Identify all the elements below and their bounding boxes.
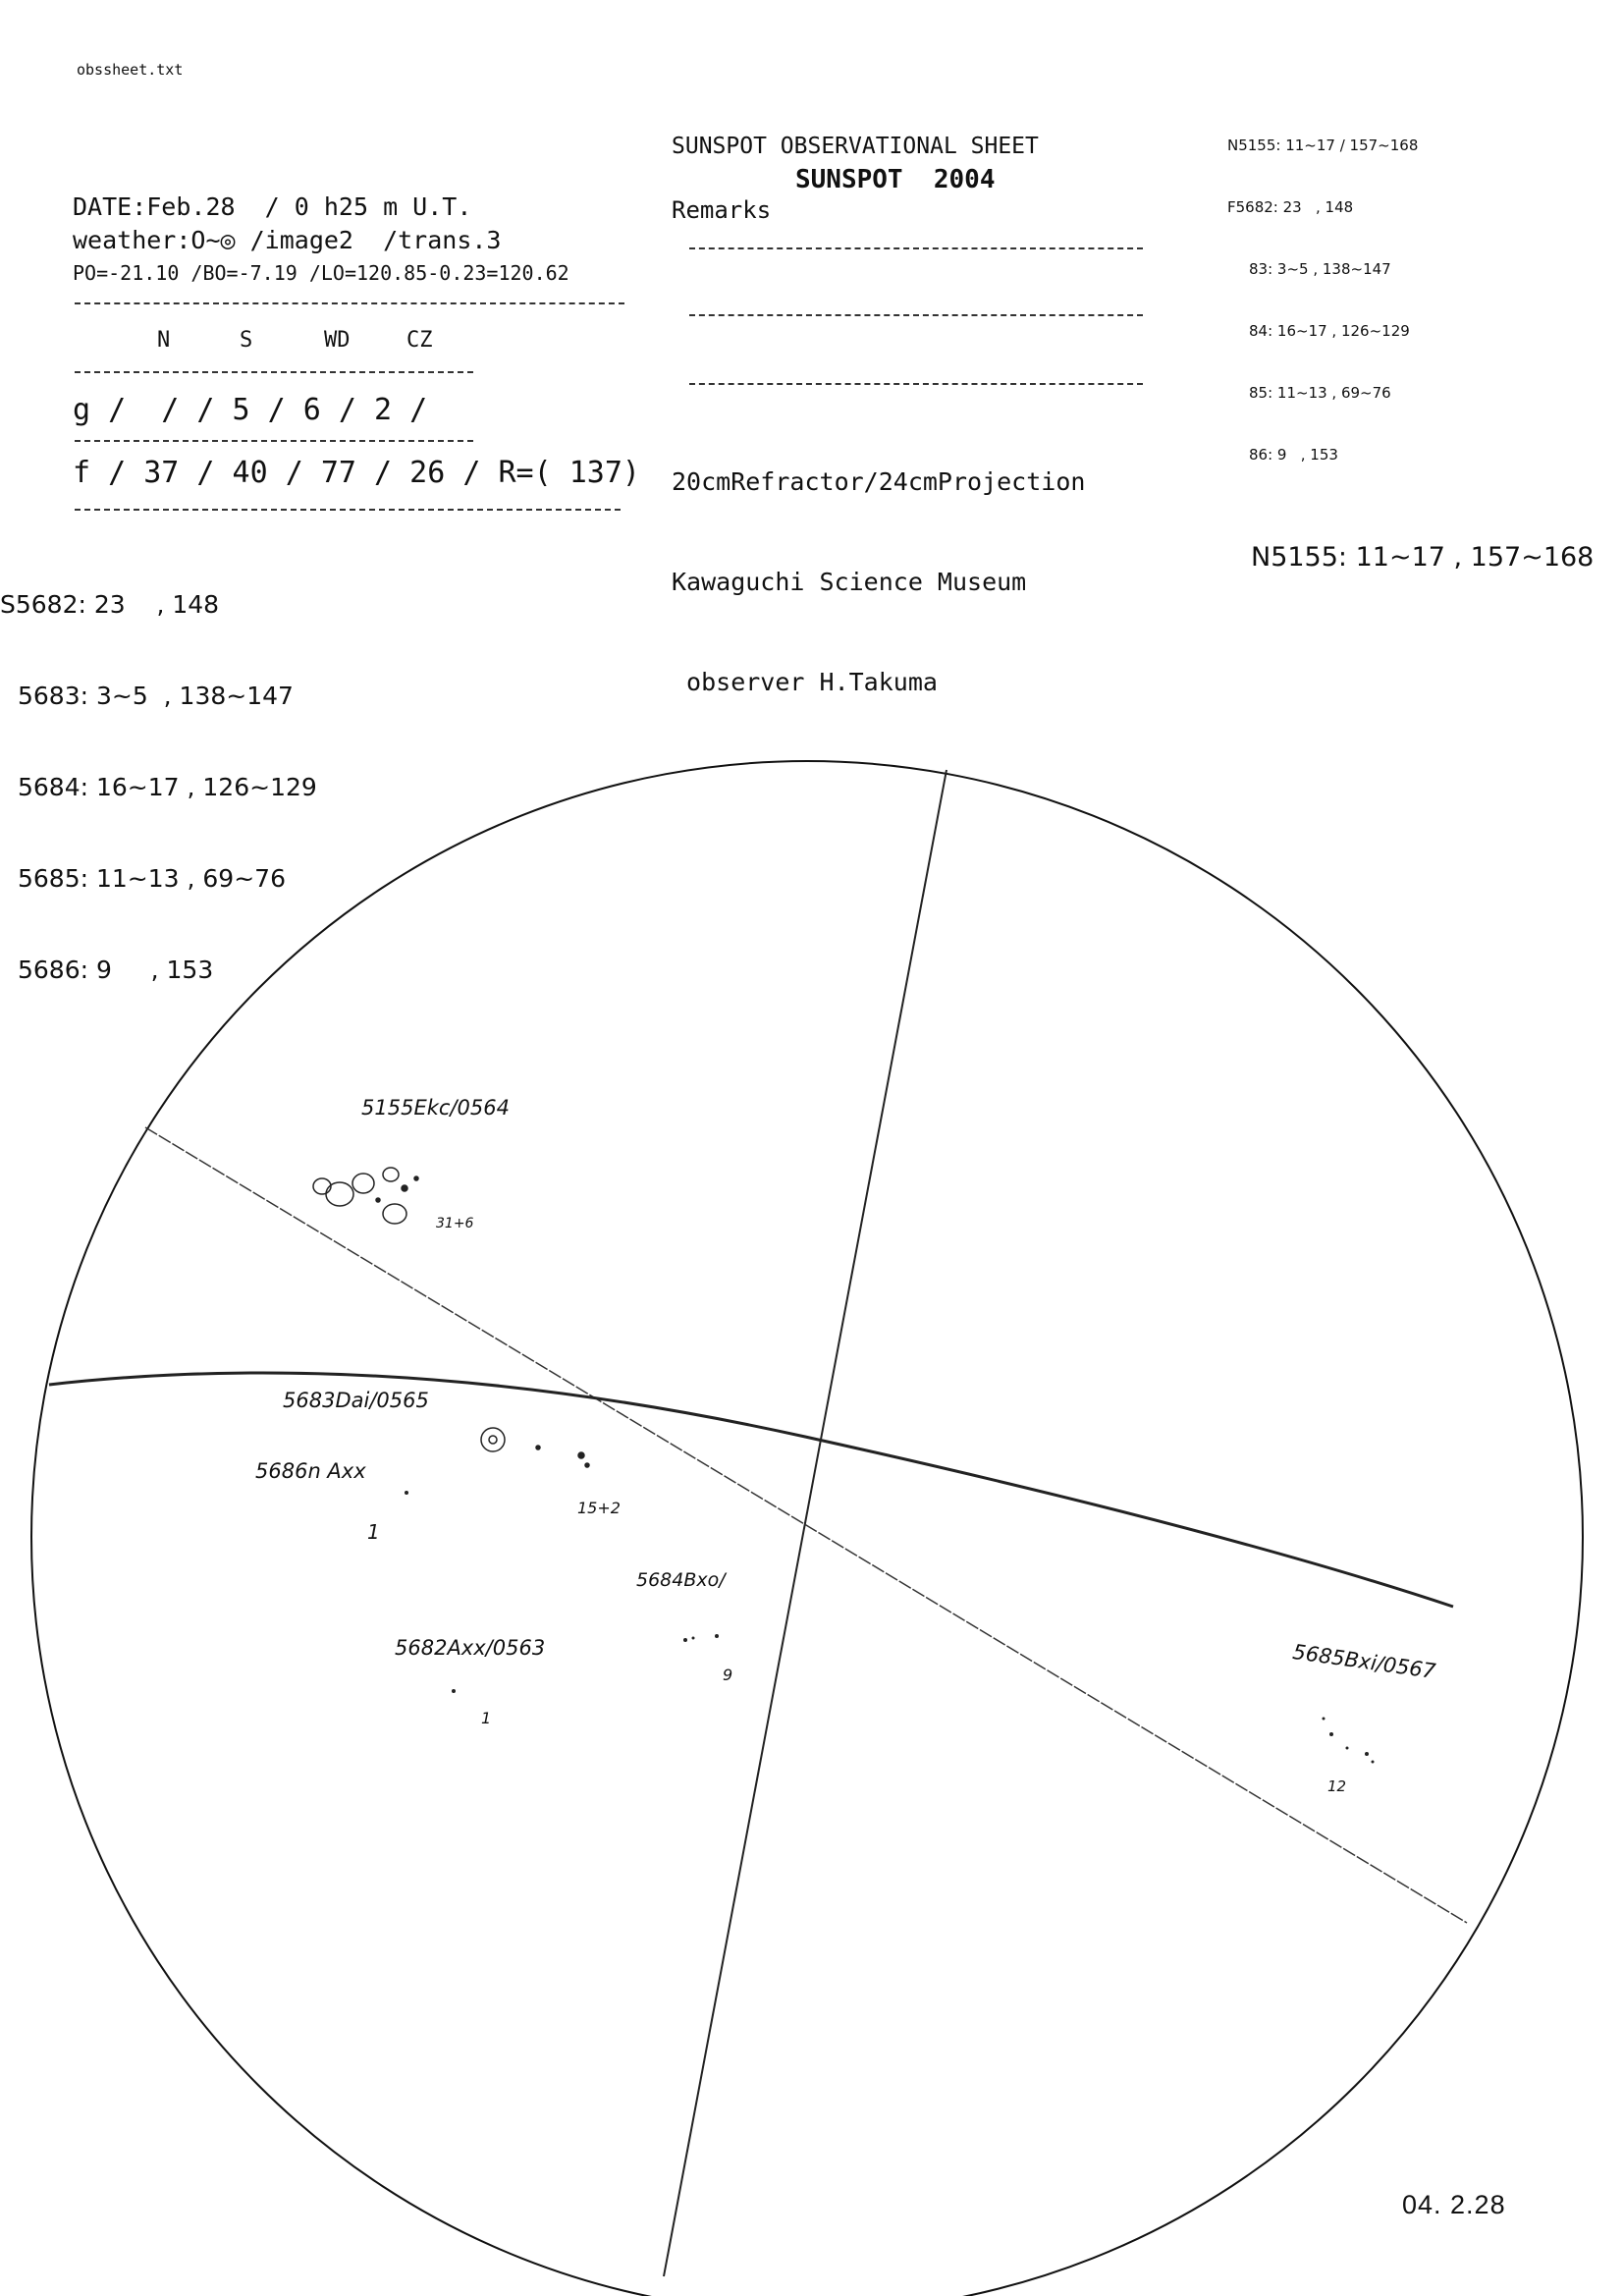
weather-line: weather:O~◎ /image2 /trans.3 (73, 226, 502, 254)
tr-note-86: 86: 9 , 153 (1249, 446, 1338, 464)
tr-note-5155: N5155: 11~17 / 157~168 (1227, 137, 1419, 154)
count-5682: 1 (481, 1709, 492, 1727)
diagonal-reference-line (145, 1127, 1467, 1923)
count-header-wd: WD (324, 328, 351, 353)
left-note-5682: S5682: 23 , 148 (0, 590, 220, 619)
spot-group-5155-icon (313, 1168, 418, 1224)
tr-note-83: 83: 3~5 , 138~147 (1249, 260, 1391, 278)
label-5684: 5684Bxo/ (636, 1569, 726, 1591)
equipment-telescope: 20cmRefractor/24cmProjection (672, 467, 1086, 496)
count-5684: 9 (723, 1666, 733, 1684)
remarks-label: Remarks (672, 196, 772, 224)
file-name: obssheet.txt (77, 61, 184, 79)
label-5686: 5686n Axx (255, 1459, 366, 1483)
count-header-s: S (240, 328, 253, 353)
spot-group-5683-icon (481, 1428, 589, 1467)
count-5683: 15+2 (577, 1499, 621, 1517)
label-5155: 5155Ekc/0564 (361, 1096, 510, 1120)
count-5686: 1 (367, 1520, 380, 1544)
spot-group-5685-icon (1323, 1718, 1375, 1764)
left-note-5685: 5685: 11~13 , 69~76 (18, 864, 286, 893)
date-stamp: 04. 2.28 (1402, 2190, 1506, 2219)
count-5155: 31+6 (436, 1216, 474, 1231)
date-line: DATE:Feb.28 / 0 h25 m U.T. (73, 192, 472, 221)
spot-group-5684-icon (683, 1634, 719, 1642)
right-note-5155: N5155: 11~17 , 157~168 (1251, 542, 1595, 573)
spot-group-5686-icon (405, 1491, 408, 1495)
heliographic-equator-arc (49, 1373, 1453, 1607)
sheet-subtitle: SUNSPOT 2004 (795, 165, 996, 194)
count-header-cz: CZ (406, 328, 433, 353)
label-5683: 5683Dai/0565 (283, 1389, 429, 1412)
label-5685: 5685Bxi/0567 (1291, 1639, 1437, 1684)
g-count-line: g / / / 5 / 6 / 2 / (73, 393, 428, 427)
tr-note-5682: F5682: 23 , 148 (1227, 198, 1354, 216)
equipment-location: Kawaguchi Science Museum (672, 568, 1027, 596)
f-count-line: f / 37 / 40 / 77 / 26 / R=( 137) (73, 456, 640, 490)
position-line: PO=-21.10 /BO=-7.19 /LO=120.85-0.23=120.62 (73, 261, 569, 285)
left-note-5683: 5683: 3~5 , 138~147 (18, 682, 294, 710)
central-meridian-line (664, 770, 947, 2276)
left-note-5684: 5684: 16~17 , 126~129 (18, 773, 317, 801)
count-header-n: N (157, 328, 171, 353)
equipment-observer: observer H.Takuma (672, 668, 938, 696)
sheet-title: SUNSPOT OBSERVATIONAL SHEET (672, 134, 1039, 159)
solar-disk-outline (31, 761, 1583, 2296)
left-note-5686: 5686: 9 , 153 (18, 956, 214, 984)
label-5682: 5682Axx/0563 (395, 1636, 546, 1660)
count-5685: 12 (1327, 1777, 1347, 1795)
spot-group-5682-icon (452, 1689, 456, 1693)
tr-note-84: 84: 16~17 , 126~129 (1249, 322, 1410, 340)
tr-note-85: 85: 11~13 , 69~76 (1249, 384, 1391, 402)
